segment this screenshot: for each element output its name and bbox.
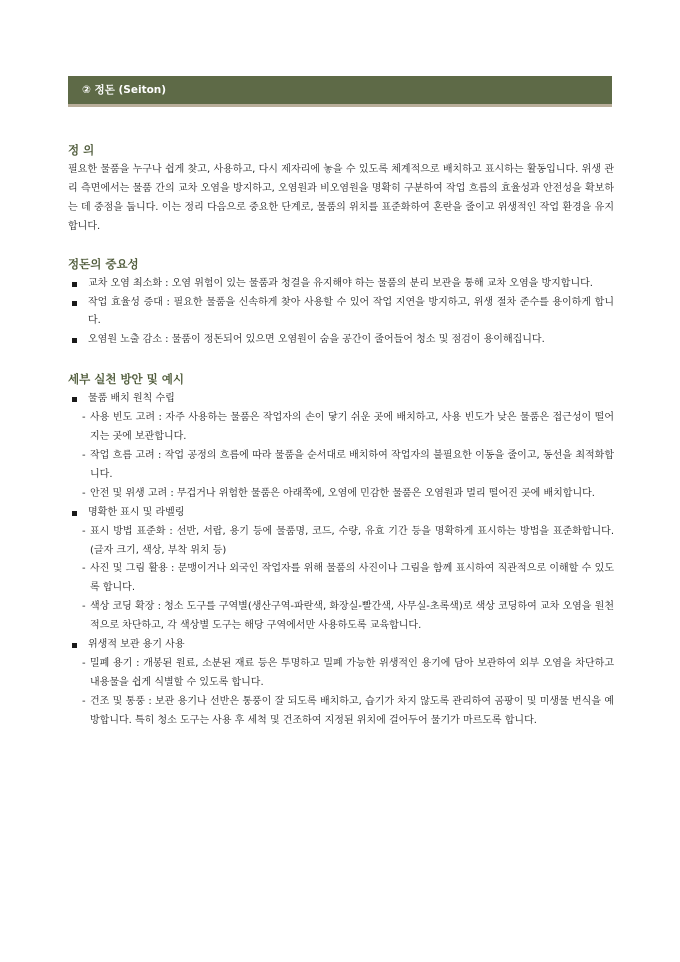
practice-item: - 건조 및 통풍 : 보관 용기나 선반은 통풍이 잘 되도록 배치하고, 습기가 차지 않도록 관리하여 곰팡이 및 미생물 번식을 예방합니다. 특히 청소 도구는 사용 후 세척 및 건조하여 지정된 위치에 걸어두어 물기가 마르도록 합니다. bbox=[68, 693, 614, 731]
practice-group-title: 명확한 표시 및 라벨링 bbox=[68, 504, 620, 523]
practice-item: - 표시 방법 표준화 : 선반, 서랍, 용기 등에 물품명, 코드, 수량, 유효 기간 등을 명확하게 표시하는 방법을 표준화합니다. (글자 크기, 색상, 부착 위치 등) bbox=[68, 523, 614, 561]
definition-text: 필요한 물품을 누구나 쉽게 찾고, 사용하고, 다시 제자리에 놓을 수 있도록 체계적으로 배치하고 표시하는 활동입니다. 위생 관리 측면에서는 물품 간의 교차 오염을 방지하고, 오염원과 비오염원을 명확히 구분하여 작업 흐름의 효율성과 안전성을 확보하는 데 중점을 둡니다. 이는 정리 다음으로 중요한 단계로, 물품의 위치를 표준화하여 혼란을 줄이고 위생적인 작업 환경을 유지합니다. bbox=[68, 164, 614, 232]
document-content bbox=[68, 141, 620, 731]
practice-group-list bbox=[68, 655, 620, 731]
practice-groups bbox=[68, 390, 620, 730]
practice-group-title: 위생적 보관 용기 사용 bbox=[68, 636, 620, 655]
importance-title: 정돈의 중요성 bbox=[68, 256, 139, 271]
practice-title: 세부 실천 방안 및 예시 bbox=[68, 372, 184, 387]
practice-item: - 작업 흐름 고려 : 작업 공정의 흐름에 따라 물품을 순서대로 배치하여 작업자의 불필요한 이동을 줄이고, 동선을 최적화합니다. bbox=[68, 447, 614, 485]
practice-group-title: 물품 배치 원칙 수립 bbox=[68, 390, 620, 409]
practice-item: - 사진 및 그림 활용 : 문맹이거나 외국인 작업자를 위해 물품의 사진이나 그림을 함께 표시하여 직관적으로 이해할 수 있도록 합니다. bbox=[68, 560, 614, 598]
practice-item: - 밀폐 용기 : 개봉된 원료, 소분된 재료 등은 투명하고 밀폐 가능한 위생적인 용기에 담아 보관하여 외부 오염을 차단하고 내용물을 쉽게 식별할 수 있도록 합니다. bbox=[68, 655, 614, 693]
importance-item: 교차 오염 최소화 : 오염 위험이 있는 물품과 청결을 유지해야 하는 물품의 분리 보관을 통해 교차 오염을 방지합니다. bbox=[68, 275, 614, 294]
importance-list bbox=[68, 275, 620, 351]
section-header-title: ② 정돈 (Seiton) bbox=[82, 84, 167, 96]
practice-item: - 색상 코딩 확장 : 청소 도구를 구역별(생산구역-파란색, 화장실-빨간색, 사무실-초록색)로 색상 코딩하여 교차 오염을 원천적으로 차단하고, 각 색상별 도구는 해당 구역에서만 사용하도록 교육합니다. bbox=[68, 598, 614, 636]
practice-item: - 안전 및 위생 고려 : 무겁거나 위험한 물품은 아래쪽에, 오염에 민감한 물품은 오염원과 멀리 떨어진 곳에 배치합니다. bbox=[68, 485, 614, 504]
practice-group-list bbox=[68, 409, 620, 504]
section-header-bar bbox=[68, 76, 612, 107]
importance-item: 오염원 노출 감소 : 물품이 정돈되어 있으면 오염원이 숨을 공간이 줄어들어 청소 및 점검이 용이해집니다. bbox=[68, 331, 614, 350]
practice-group-list bbox=[68, 523, 620, 636]
definition-title: 정 의 bbox=[68, 143, 95, 157]
practice-item: - 사용 빈도 고려 : 자주 사용하는 물품은 작업자의 손이 닿기 쉬운 곳에 배치하고, 사용 빈도가 낮은 물품은 접근성이 떨어지는 곳에 보관합니다. bbox=[68, 409, 614, 447]
importance-item: 작업 효율성 증대 : 필요한 물품을 신속하게 찾아 사용할 수 있어 작업 지연을 방지하고, 위생 절차 준수를 용이하게 합니다. bbox=[68, 294, 614, 332]
